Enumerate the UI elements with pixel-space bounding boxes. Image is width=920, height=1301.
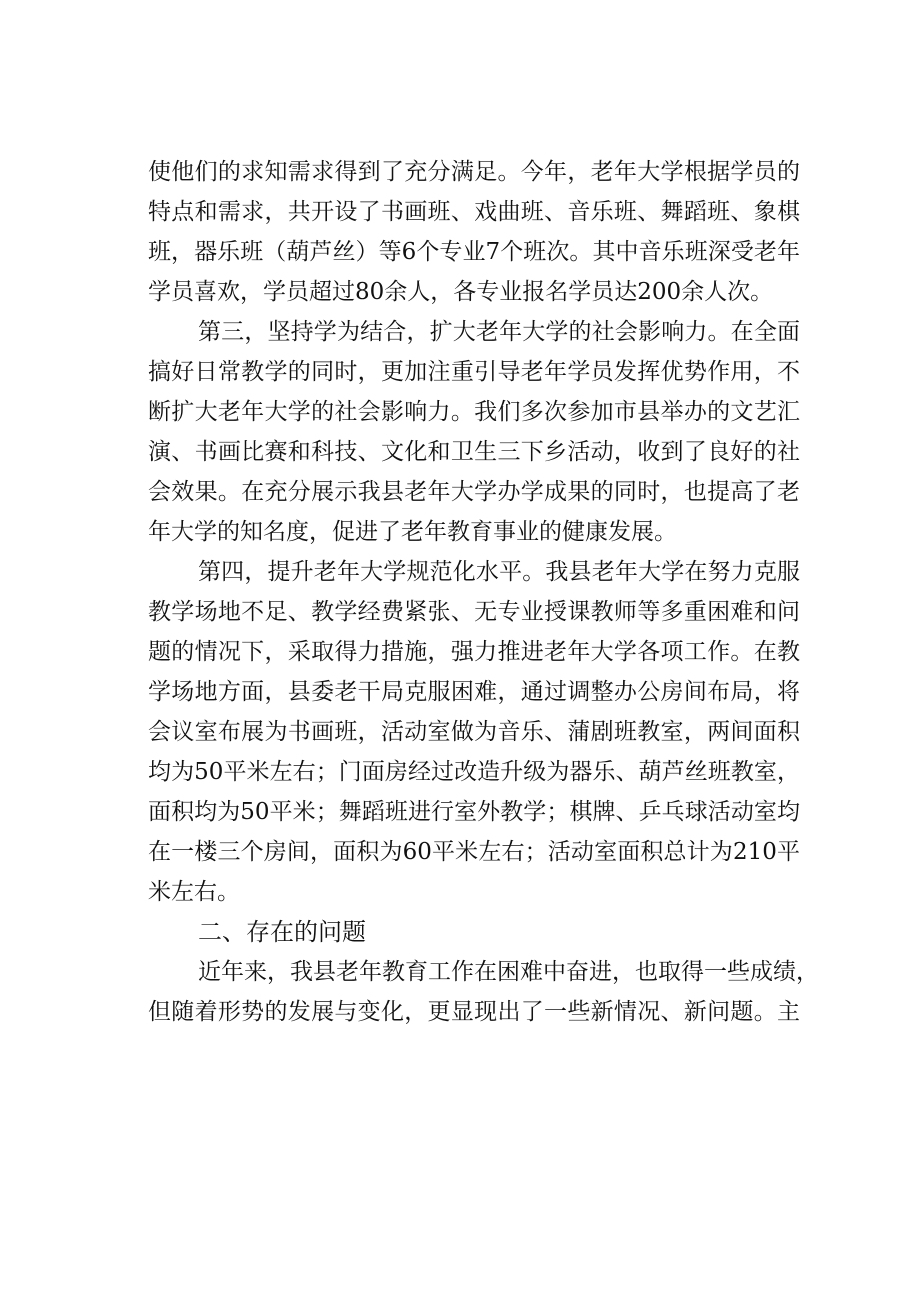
text-line: 班，器乐班（葫芦丝）等6个专业7个班次。其中音乐班深受老年: [148, 239, 800, 265]
text-line: 题的情况下，采取得力措施，强力推进老年大学各项工作。在教: [148, 639, 800, 665]
text-line: 面积均为50平米；舞蹈班进行室外教学；棋牌、乒乓球活动室均: [148, 799, 800, 825]
text-line: 米左右。: [148, 879, 240, 905]
text-line: 教学场地不足、教学经费紧张、无专业授课教师等多重困难和问: [148, 599, 800, 625]
paragraph-existing-problems: [148, 952, 819, 1032]
text-line: 但随着形势的发展与变化，更显现出了一些新情况、新问题。主: [148, 999, 800, 1025]
section-heading: 二、存在的问题: [198, 918, 366, 946]
text-line: 断扩大老年大学的社会影响力。我们多次参加市县举办的文艺汇: [148, 399, 800, 425]
text-line: 在一楼三个房间，面积为60平米左右；活动室面积总计为210平: [148, 839, 800, 865]
text-line: 均为50平米左右；门面房经过改造升级为器乐、葫芦丝班教室，: [148, 759, 800, 785]
text-line: 近年来，我县老年教育工作在困难中奋进，也取得一些成绩，: [198, 959, 819, 985]
text-line: 第四，提升老年大学规范化水平。我县老年大学在努力克服: [198, 559, 800, 585]
text-line: 第三，坚持学为结合，扩大老年大学的社会影响力。在全面: [198, 319, 800, 345]
text-line: 会效果。在充分展示我县老年大学办学成果的同时，也提高了老: [148, 479, 800, 505]
document-body: [148, 152, 819, 1032]
text-line: 搞好日常教学的同时，更加注重引导老年学员发挥优势作用，不: [148, 359, 800, 385]
text-line: 学场地方面，县委老干局克服困难，通过调整办公房间布局，将: [148, 679, 800, 705]
text-line: 特点和需求，共开设了书画班、戏曲班、音乐班、舞蹈班、象棋: [148, 199, 800, 225]
text-line: 年大学的知名度，促进了老年教育事业的健康发展。: [148, 519, 677, 545]
paragraph-fourth-point: [148, 552, 800, 912]
text-line: 会议室布展为书画班，活动室做为音乐、蒲剧班教室，两间面积: [148, 719, 800, 745]
paragraph-enrollment: [148, 152, 800, 312]
text-line: 使他们的求知需求得到了充分满足。今年，老年大学根据学员的: [148, 159, 800, 185]
paragraph-third-point: [148, 312, 800, 552]
text-line: 演、书画比赛和科技、文化和卫生三下乡活动，收到了良好的社: [148, 439, 800, 465]
text-line: 学员喜欢，学员超过80余人，各专业报名学员达200余人次。: [148, 279, 774, 305]
